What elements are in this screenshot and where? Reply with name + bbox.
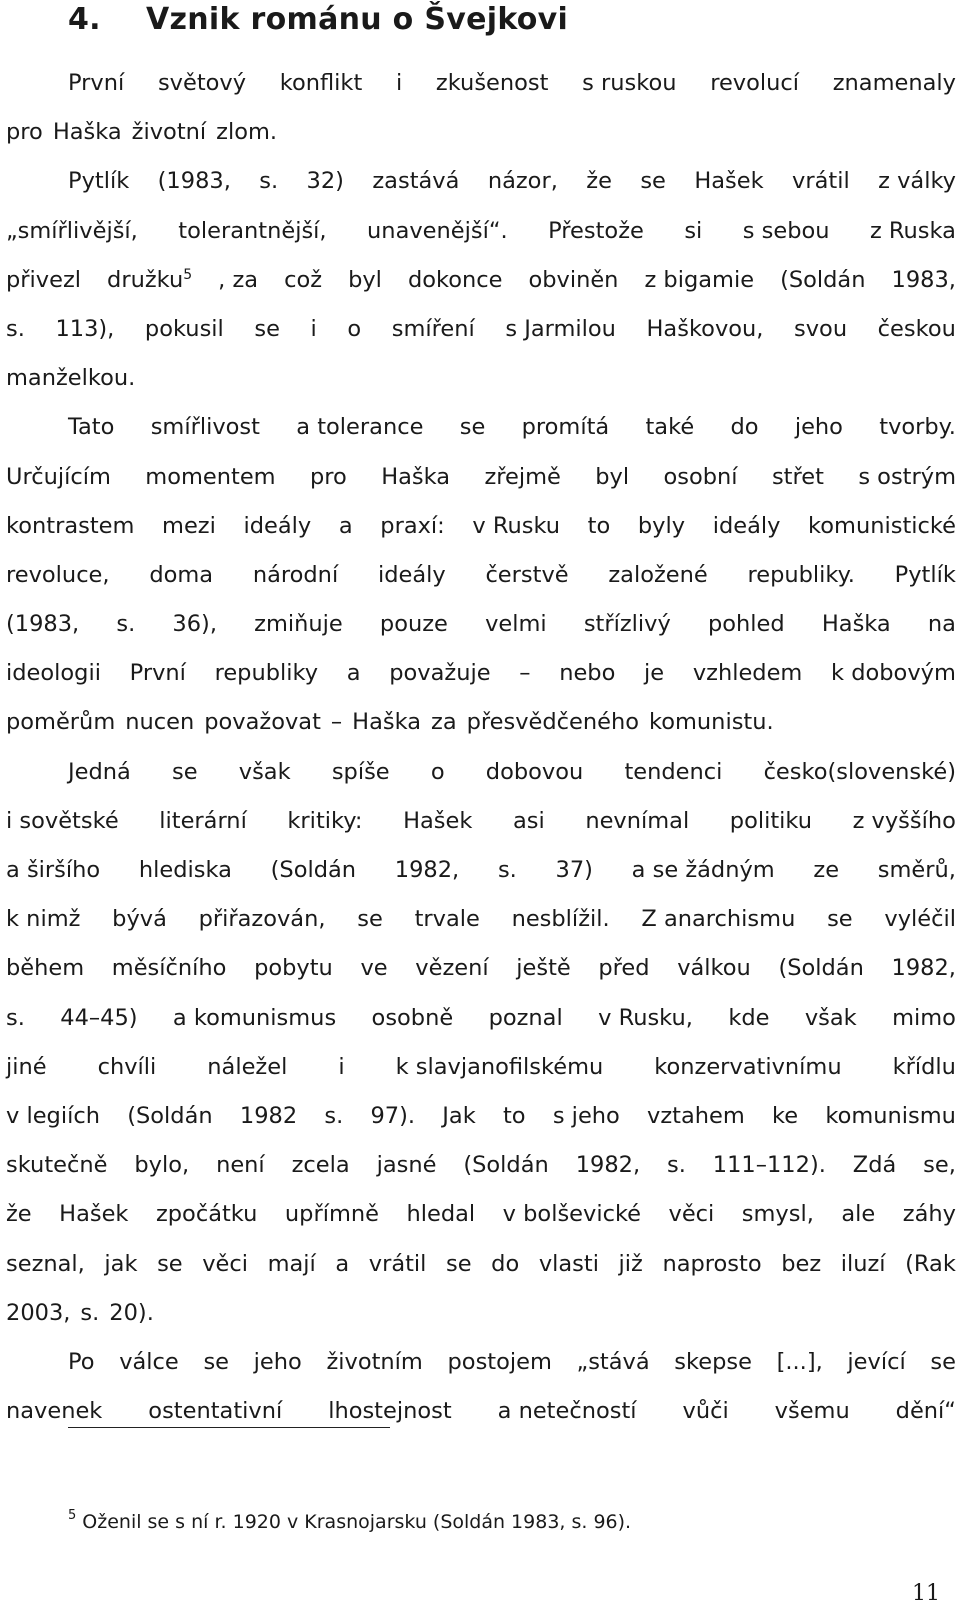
word: že — [586, 168, 612, 195]
word: přiřazován, — [198, 906, 326, 933]
word: s jeho — [552, 1102, 620, 1129]
word: Pytlík — [894, 561, 956, 588]
word: jeho — [794, 414, 843, 441]
word: Haška — [381, 463, 451, 490]
word: se — [446, 1250, 472, 1277]
word: však — [238, 758, 291, 785]
text-line — [6, 1190, 956, 1239]
word: i — [310, 315, 317, 342]
word: Pytlík — [68, 168, 130, 195]
word: smířlivost — [150, 414, 260, 441]
word: světový — [157, 70, 247, 96]
word: unavenější“. — [367, 217, 508, 244]
text-line — [6, 797, 956, 846]
word: nesblížil. — [511, 906, 610, 933]
word: střet — [771, 463, 824, 490]
word: literární — [159, 807, 247, 834]
word: republiky — [214, 660, 319, 687]
text-line — [6, 649, 956, 698]
page-number: 11 — [912, 1581, 940, 1606]
word: 37) — [555, 857, 593, 883]
word: kritiky: — [287, 807, 363, 834]
text-line — [6, 502, 956, 551]
word: zkušenost — [435, 70, 549, 96]
word: „smířlivější, — [6, 217, 138, 244]
word: bývá — [112, 906, 167, 933]
word: a netečností — [497, 1398, 637, 1425]
word: pro — [6, 119, 43, 146]
word: pokusil — [144, 315, 224, 342]
word: jiné — [6, 1053, 47, 1080]
word: i — [395, 70, 403, 96]
word: si — [684, 217, 703, 244]
word: mezi — [162, 512, 216, 539]
word: asi — [512, 807, 545, 834]
word: nebo — [559, 660, 616, 687]
word: (Soldán — [463, 1152, 549, 1179]
word: ideály — [712, 512, 781, 539]
word: , za — [218, 266, 259, 293]
word: upřímně — [284, 1201, 379, 1228]
word: 1983, — [891, 266, 956, 293]
word: i sovětské — [6, 807, 119, 834]
word: o — [347, 315, 362, 342]
word: Haškovou, — [646, 315, 764, 342]
text-line — [6, 453, 956, 502]
text-line — [6, 1043, 956, 1092]
word: iluzí — [840, 1250, 886, 1277]
word: k slavjanofilskému — [395, 1053, 604, 1080]
word: a tolerance — [296, 414, 424, 441]
word: Hašek — [694, 168, 764, 195]
word: českou — [877, 315, 956, 342]
word: tolerantnější, — [178, 217, 327, 244]
word: 111–112). — [712, 1152, 826, 1179]
word: jasné — [376, 1152, 437, 1179]
word: do — [730, 414, 759, 441]
word: věci — [202, 1250, 248, 1277]
word: před — [598, 955, 650, 982]
word: na — [927, 611, 956, 638]
word: Tato — [68, 414, 115, 441]
body-text — [6, 59, 956, 1436]
word: věci — [668, 1201, 715, 1228]
word: se — [357, 906, 383, 933]
word: družku — [107, 266, 184, 293]
word: během — [6, 955, 85, 982]
word: komunismu — [825, 1102, 956, 1129]
text-line — [6, 994, 956, 1043]
word: konflikt — [279, 70, 363, 96]
word: seznal, — [6, 1250, 85, 1277]
word: 36), — [172, 611, 217, 638]
word: doma — [149, 561, 214, 588]
word: za — [431, 709, 457, 736]
word: se — [930, 1348, 956, 1375]
word: vzhledem — [692, 660, 803, 687]
word: válkou — [677, 955, 751, 982]
word: postojem — [447, 1348, 552, 1375]
word: ve — [360, 955, 388, 982]
word: bez — [781, 1250, 822, 1277]
chapter-title: Vznik románu o Švejkovi — [146, 2, 569, 37]
word: zcela — [291, 1152, 350, 1179]
word: národní — [252, 561, 339, 588]
word: všemu — [774, 1398, 850, 1425]
word: Haška — [821, 611, 891, 638]
word: a se žádným — [631, 857, 775, 883]
text-line — [6, 207, 956, 256]
word: pobytu — [254, 955, 333, 982]
word: [...], — [776, 1348, 823, 1375]
text-line — [6, 354, 956, 403]
word: promítá — [521, 414, 610, 441]
word: Z anarchismu — [641, 906, 796, 933]
word: (Soldán — [127, 1102, 213, 1129]
footnote-marker: 5 — [68, 1508, 77, 1523]
word: založené — [608, 561, 708, 588]
word: vrátil — [368, 1250, 427, 1277]
word: pro — [309, 463, 347, 490]
word: 44–45) — [60, 1004, 138, 1031]
word: mají — [267, 1250, 316, 1277]
word: byl — [348, 266, 382, 293]
word: 97). — [370, 1102, 416, 1129]
word: kde — [728, 1004, 770, 1031]
word: kontrastem — [6, 512, 135, 539]
word: (Soldán — [270, 857, 357, 883]
word: již — [618, 1250, 643, 1277]
text-line — [6, 944, 956, 993]
word: Haška — [352, 709, 422, 736]
word: znamenaly — [832, 70, 956, 96]
word: – — [519, 660, 531, 687]
word: v Rusku — [472, 512, 561, 539]
word: jeho — [253, 1348, 302, 1375]
word: vztahem — [647, 1102, 745, 1129]
word: tendenci — [624, 758, 723, 785]
word: konzervativnímu — [654, 1053, 842, 1080]
word: zmiňuje — [254, 611, 343, 638]
footnote — [68, 1510, 631, 1537]
word: ideály — [377, 561, 446, 588]
footnote-separator — [68, 1427, 390, 1428]
word: trvale — [414, 906, 480, 933]
word: poznal — [488, 1004, 563, 1031]
word: o — [430, 758, 445, 785]
word: a — [346, 660, 361, 687]
word: s. — [497, 857, 517, 883]
text-line — [6, 305, 956, 354]
word: nucen — [125, 709, 195, 736]
word: Po — [68, 1348, 95, 1375]
word: 1982 — [239, 1102, 298, 1129]
word: že — [6, 1201, 32, 1228]
word: s. — [80, 1299, 100, 1326]
word: Haška — [52, 119, 122, 146]
word: náležel — [207, 1053, 288, 1080]
word: chvíli — [97, 1053, 157, 1080]
chapter-heading — [68, 2, 568, 38]
word: zřejmě — [484, 463, 561, 490]
word: směrů, — [877, 857, 956, 883]
word: s. — [116, 611, 136, 638]
word: dění“ — [895, 1398, 956, 1425]
text-line — [6, 1141, 956, 1190]
word: Zdá — [852, 1152, 897, 1179]
word: čerstvě — [485, 561, 569, 588]
word: pohled — [708, 611, 785, 638]
word: ostentativní — [148, 1398, 283, 1425]
word: svou — [794, 315, 848, 342]
word: je — [644, 660, 665, 687]
word: pouze — [379, 611, 448, 638]
word: se — [459, 414, 486, 441]
word: z vyššího — [852, 807, 956, 834]
word: a — [335, 1250, 350, 1277]
word: se — [640, 168, 666, 195]
word: smíření — [391, 315, 475, 342]
word: 20). — [109, 1299, 154, 1326]
text-line — [6, 1240, 956, 1289]
word: však — [804, 1004, 857, 1031]
word: První — [129, 660, 186, 687]
word: 1982, — [575, 1152, 641, 1179]
word: s ruskou — [582, 70, 677, 96]
word: vyléčil — [884, 906, 956, 933]
text-line — [6, 1387, 956, 1436]
text-line — [6, 846, 956, 895]
word: to — [587, 512, 611, 539]
word: se — [827, 906, 853, 933]
word: smysl, — [741, 1201, 814, 1228]
word: záhy — [902, 1201, 956, 1228]
word: střízlivý — [583, 611, 671, 638]
word: hlediska — [138, 857, 232, 883]
word: vlasti — [538, 1250, 599, 1277]
word: životním — [326, 1348, 423, 1375]
word: což — [284, 266, 323, 293]
word: mimo — [892, 1004, 956, 1031]
word: (Soldán — [780, 266, 866, 293]
text-line — [6, 157, 956, 206]
word: s. — [667, 1152, 686, 1179]
word: s. — [259, 168, 279, 195]
footnote-reference: 5 — [183, 266, 193, 283]
word: (Soldán — [778, 955, 864, 982]
text-line — [6, 403, 956, 452]
text-line — [6, 108, 956, 157]
word: považovat — [204, 709, 321, 736]
word: Hašek — [59, 1201, 129, 1228]
word: spíše — [331, 758, 390, 785]
word: zlom. — [216, 119, 278, 146]
word: z bigamie — [644, 266, 755, 293]
word: a komunismus — [172, 1004, 337, 1031]
word: 1982, — [891, 955, 956, 982]
word: skepse — [674, 1348, 752, 1375]
word: (1983, — [6, 611, 80, 638]
word: ideologii — [6, 660, 101, 687]
word: Hašek — [403, 807, 473, 834]
text-line — [6, 256, 956, 305]
text-line — [6, 895, 956, 944]
word: poměrům — [6, 709, 116, 736]
word: – — [330, 709, 343, 736]
word: velmi — [485, 611, 547, 638]
word: Přestože — [548, 217, 644, 244]
word: ale — [841, 1201, 876, 1228]
word: momentem — [145, 463, 276, 490]
word: přesvědčeného — [466, 709, 640, 736]
word: 113), — [55, 315, 115, 342]
word: lhostejnost — [328, 1398, 452, 1425]
word: vězení — [415, 955, 489, 982]
word: tvorby. — [879, 414, 956, 441]
word: křídlu — [892, 1053, 956, 1080]
word: navenek — [6, 1398, 103, 1425]
word-group — [107, 256, 192, 305]
word: s. — [6, 1004, 25, 1031]
word: „stává — [576, 1348, 650, 1375]
word: to — [502, 1102, 526, 1129]
word: zpočátku — [155, 1201, 258, 1228]
word: skutečně — [6, 1152, 108, 1179]
word: není — [216, 1152, 265, 1179]
word: do — [491, 1250, 520, 1277]
word: k nimž — [6, 906, 81, 933]
word: se — [172, 758, 198, 785]
chapter-number: 4. — [68, 2, 101, 37]
word: k dobovým — [831, 660, 956, 687]
text-line — [6, 551, 956, 600]
word: bylo, — [134, 1152, 190, 1179]
word: a širšího — [6, 857, 101, 883]
word: komunistické — [808, 512, 956, 539]
word: manželkou. — [6, 365, 136, 392]
word: ze — [813, 857, 840, 883]
word: republiky. — [747, 561, 855, 588]
word: 1982, — [394, 857, 460, 883]
word: měsíčního — [111, 955, 227, 982]
text-line — [6, 600, 956, 649]
word: Určujícím — [6, 463, 111, 490]
word: ještě — [516, 955, 571, 982]
word: se — [157, 1250, 183, 1277]
word: komunistu. — [649, 709, 774, 736]
word: jak — [104, 1250, 138, 1277]
word: revoluce, — [6, 561, 110, 588]
word: ideály — [243, 512, 312, 539]
text-line — [6, 698, 956, 747]
text-line — [6, 59, 956, 108]
word: válce — [119, 1348, 179, 1375]
word: a — [338, 512, 353, 539]
text-line — [6, 748, 956, 797]
word: přivezl — [6, 266, 82, 293]
word: vůči — [682, 1398, 729, 1425]
word: dobovou — [485, 758, 584, 785]
word: byly — [637, 512, 686, 539]
word: osobní — [663, 463, 738, 490]
word: politiku — [729, 807, 813, 834]
word: názor, — [487, 168, 558, 195]
word: s Jarmilou — [505, 315, 616, 342]
word: jevící — [847, 1348, 906, 1375]
word: byl — [595, 463, 630, 490]
word: s ostrým — [858, 463, 956, 490]
word: dokonce — [407, 266, 503, 293]
word: praxí: — [380, 512, 445, 539]
word: v bolševické — [502, 1201, 642, 1228]
word: (Rak — [905, 1250, 956, 1277]
word: považuje — [389, 660, 491, 687]
word: První — [68, 70, 125, 96]
word: s. — [6, 315, 25, 342]
text-line — [6, 1289, 956, 1338]
word: životní — [131, 119, 207, 146]
document-page — [6, 0, 956, 1609]
word: s. — [324, 1102, 344, 1129]
word: v Rusku, — [598, 1004, 693, 1031]
text-line — [6, 1338, 956, 1387]
word: Jak — [442, 1102, 476, 1129]
word: s sebou — [742, 217, 830, 244]
word: obviněn — [528, 266, 619, 293]
word: v legiích — [6, 1102, 100, 1129]
word: osobně — [371, 1004, 454, 1031]
word: Jedná — [68, 758, 131, 785]
word: 2003, — [6, 1299, 71, 1326]
word: ke — [772, 1102, 799, 1129]
word: 32) — [306, 168, 344, 195]
word: z Ruska — [869, 217, 956, 244]
word: nevnímal — [585, 807, 690, 834]
word: naprosto — [662, 1250, 762, 1277]
word: z války — [878, 168, 956, 195]
word: revolucí — [710, 70, 800, 96]
text-line — [6, 1092, 956, 1141]
word: se — [254, 315, 280, 342]
word: také — [645, 414, 695, 441]
footnote-text: Oženil se s ní r. 1920 v Krasnojarsku (Soldán 1983, s. 96). — [82, 1511, 632, 1533]
word: i — [338, 1053, 345, 1080]
word: zastává — [372, 168, 460, 195]
word: se, — [923, 1152, 956, 1179]
word: česko(slovenské) — [763, 758, 956, 785]
word: (1983, — [157, 168, 231, 195]
word: hledal — [406, 1201, 476, 1228]
word: vrátil — [792, 168, 850, 195]
word: se — [203, 1348, 230, 1375]
